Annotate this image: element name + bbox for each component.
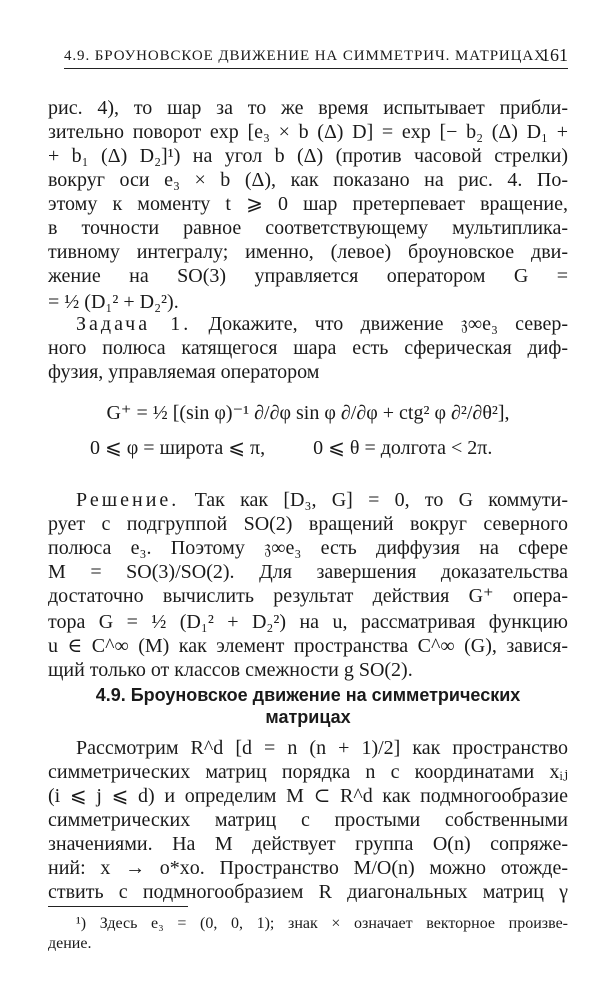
text-line: + b₁ (Δ) D₂]¹) на угол b (Δ) (против часовой стрелки) xyxy=(48,145,568,167)
text-line: тивному интегралу; именно, (левое) броуновское дви- xyxy=(48,241,568,263)
footnote-rule xyxy=(48,906,188,907)
text-line: рис. 4), то шар за то же время испытывает прибли- xyxy=(48,97,568,119)
text-line: M = SO(3)/SO(2). Для завершения доказательства xyxy=(48,561,568,583)
solution-first-line xyxy=(76,488,568,512)
formula-ranges xyxy=(90,436,560,460)
section-title: 4.9. Броуновское движение на симметрических xyxy=(95,685,521,705)
solution-text: Так как [D₃, G] = 0, то G коммути- xyxy=(194,489,569,511)
text-line: (i ⩽ j ⩽ d) и определим M ⊂ R^d как подмногообразие xyxy=(48,785,568,807)
text-line: значениями. На M действует группа O(n) сопряже- xyxy=(48,833,568,855)
text-line: фузия, управляемая оператором xyxy=(48,361,320,383)
text-line: ний: x → o*xo. Пространство M/O(n) можно отожде- xyxy=(48,857,568,879)
text-line: достаточно вычислить результат действия G⁺ опера- xyxy=(48,585,568,607)
formula-operator: G⁺ = ½ [(sin φ)⁻¹ ∂/∂φ sin φ ∂/∂φ + ctg² φ ∂²/∂θ²], xyxy=(106,402,510,424)
problem-first-line xyxy=(76,312,568,336)
text-line: в точности равное соответствующему мультиплика- xyxy=(48,217,568,239)
text-line: тора G = ½ (D₁² + D₂²) на u, рассматривая функцию xyxy=(48,611,568,633)
text-line: Рассмотрим R^d [d = n (n + 1)/2] как пространство xyxy=(76,737,568,759)
problem-label: Задача 1. xyxy=(76,313,192,335)
text-line: u ∈ C^∞ (M) как элемент пространства C^∞ (G), завися- xyxy=(48,635,568,657)
formula-range-phi: 0 ⩽ φ = широта ⩽ π, xyxy=(90,437,266,459)
footnote-line: дение. xyxy=(48,935,92,952)
footnote-line: ¹) Здесь e₃ = (0, 0, 1); знак × означает векторное произве- xyxy=(76,915,568,932)
solution-label: Решение. xyxy=(76,489,180,511)
text-line: щий только от классов смежности g SO(2). xyxy=(48,659,413,681)
running-head xyxy=(64,40,568,68)
page-number: 161 xyxy=(541,45,568,65)
text-line: рует с подгруппой SO(2) вращений вокруг северного xyxy=(48,513,568,535)
text-line: ствить с подмногообразием R диагональных матриц γ xyxy=(48,881,568,903)
text-line: жение на SO(3) управляется оператором G = xyxy=(48,265,568,287)
formula-range-theta: 0 ⩽ θ = долгота < 2π. xyxy=(313,437,493,459)
text-line: ного полюса катящегося шара есть сферическая диф- xyxy=(48,337,568,359)
section-title-cont: матрицах xyxy=(265,707,351,727)
text-line: этому к моменту t ⩾ 0 шар претерпевает вращение, xyxy=(48,193,568,215)
text-line: зительно поворот exp [e₃ × b (Δ) D] = exp [− b₂ (Δ) D₁ + xyxy=(48,121,568,143)
text-line: = ½ (D₁² + D₂²). xyxy=(48,291,179,313)
text-line: полюса e₃. Поэтому 𝔷∞e₃ есть диффузия на сфере xyxy=(48,537,568,559)
text-line: симметрических матриц порядка n с координатами xᵢⱼ xyxy=(48,761,568,783)
header-rule xyxy=(64,68,568,69)
text-line: симметрических матриц с простыми собственными xyxy=(48,809,568,831)
running-head-title: 4.9. БРОУНОВСКОЕ ДВИЖЕНИЕ НА СИММЕТРИЧ. МАТРИЦАХ xyxy=(64,48,546,64)
text-line: вокруг оси e₃ × b (Δ), как показано на рис. 4. По- xyxy=(48,169,568,191)
problem-text: Докажите, что движение 𝔷∞e₃ север- xyxy=(208,313,569,335)
